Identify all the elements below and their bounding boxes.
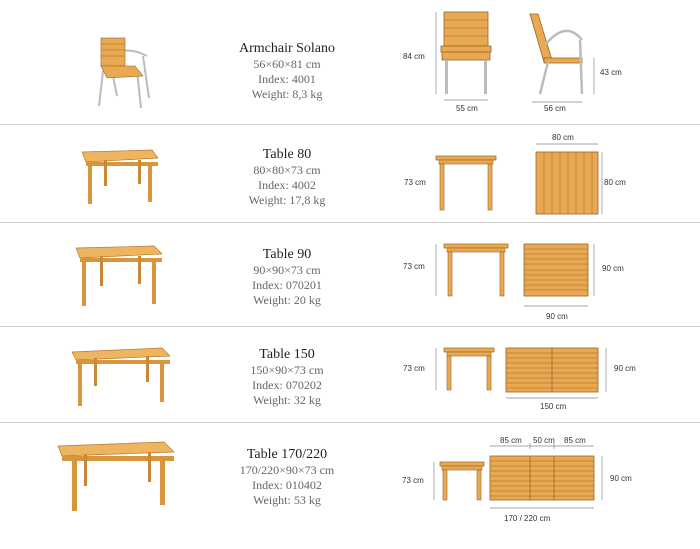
product-name: Armchair Solano: [238, 41, 336, 56]
table-170-220-top-drawing: [490, 446, 608, 522]
table-150-side-drawing: [434, 348, 498, 394]
table-90-photo: [72, 242, 164, 308]
table-80-photo: [78, 146, 160, 206]
product-size: 150×90×73 cm: [250, 363, 324, 377]
table-90-top-drawing: [524, 244, 596, 314]
dim-height: 73 cm: [403, 364, 425, 373]
product-row-table-80: [0, 124, 700, 222]
product-row-table-150: [0, 326, 700, 422]
table-150-top-drawing: [506, 348, 614, 402]
table-170-220-photo: [54, 440, 178, 514]
table-150-photo: [68, 346, 172, 408]
dim-top-width: 90 cm: [546, 312, 568, 321]
product-index: Index: 4001: [258, 72, 316, 86]
product-row-table-170-220: [0, 422, 700, 549]
armchair-front-drawing: [436, 10, 496, 95]
product-weight: Weight: 8,3 kg: [251, 87, 323, 101]
table-80-top-drawing: [536, 144, 606, 218]
product-size: 80×80×73 cm: [253, 163, 321, 177]
product-weight: Weight: 17,8 kg: [248, 193, 326, 207]
dim-seg-mid: 50 cm: [533, 436, 555, 445]
product-index: Index: 4002: [258, 178, 316, 192]
product-index: Index: 010402: [252, 478, 322, 492]
dim-top-depth: 90 cm: [614, 364, 636, 373]
dim-height: 84 cm: [403, 52, 425, 61]
table-80-side-drawing: [436, 156, 500, 212]
armchair-side-drawing: [526, 12, 596, 97]
product-name: Table 150: [259, 347, 315, 362]
dim-top-depth: 80 cm: [604, 178, 626, 187]
dim-top-width: 150 cm: [540, 402, 567, 411]
product-row-table-90: [0, 222, 700, 326]
dim-top-depth: 90 cm: [610, 474, 632, 483]
product-weight: Weight: 20 kg: [253, 293, 321, 307]
product-name: Table 170/220: [246, 447, 328, 462]
dim-height: 73 cm: [404, 178, 426, 187]
dim-front-width: 55 cm: [456, 104, 478, 113]
table-90-side-drawing: [434, 244, 514, 300]
product-weight: Weight: 53 kg: [253, 493, 321, 507]
dim-side-height: 43 cm: [600, 68, 622, 77]
product-index: Index: 070202: [252, 378, 322, 392]
dim-height: 73 cm: [402, 476, 424, 485]
dim-seg-left: 85 cm: [500, 436, 522, 445]
product-weight: Weight: 32 kg: [253, 393, 321, 407]
product-size: 170/220×90×73 cm: [239, 463, 335, 477]
product-name: Table 90: [262, 247, 312, 262]
dim-top-width: 170 / 220 cm: [504, 514, 551, 523]
product-name: Table 80: [262, 147, 312, 162]
product-index: Index: 070201: [252, 278, 322, 292]
dim-height: 73 cm: [403, 262, 425, 271]
product-row-armchair: [0, 0, 700, 124]
dim-seg-right: 85 cm: [564, 436, 586, 445]
table-170-220-side-drawing: [432, 462, 488, 504]
product-size: 90×90×73 cm: [253, 263, 321, 277]
dim-top-depth: 90 cm: [602, 264, 624, 273]
dim-top-width: 80 cm: [552, 133, 574, 142]
dim-side-depth: 56 cm: [544, 104, 566, 113]
armchair-photo: [95, 36, 155, 111]
product-size: 56×60×81 cm: [253, 57, 321, 71]
